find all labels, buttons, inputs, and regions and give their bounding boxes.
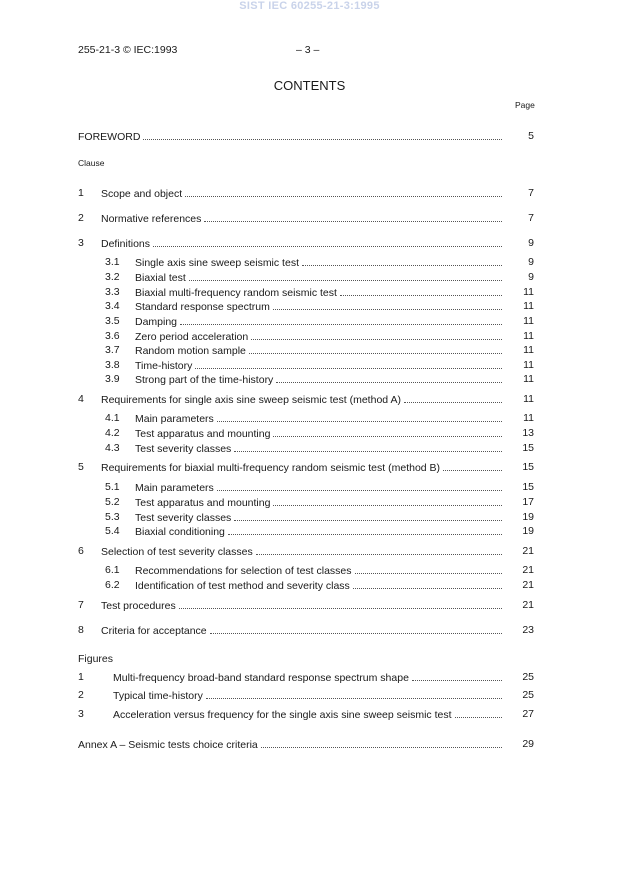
toc-entry-5-3-number: 5.3 [105, 511, 120, 523]
dot-leader [206, 689, 502, 699]
toc-entry-5-title: Requirements for biaxial multi-frequency random seismic test (method B) [101, 462, 441, 474]
toc-entry-4[interactable] [101, 393, 505, 407]
toc-entry-3-2-title: Biaxial test [135, 272, 186, 284]
dot-leader [179, 599, 502, 609]
dot-leader [302, 256, 502, 266]
toc-entry-6-page: 21 [522, 545, 534, 557]
toc-entry-8[interactable] [101, 624, 505, 638]
dot-leader [189, 271, 502, 281]
toc-entry-7[interactable] [101, 599, 505, 613]
toc-annex-a-title: Annex A – Seismic tests choice criteria [78, 739, 258, 751]
toc-entry-6-title: Selection of test severity classes [101, 546, 253, 558]
toc-entry-6-2-page: 21 [522, 579, 534, 591]
toc-entry-1-title: Scope and object [101, 188, 183, 200]
toc-entry-4-3-page: 15 [522, 442, 534, 454]
dot-leader [261, 738, 502, 748]
toc-entry-3-7-title: Random motion sample [135, 345, 246, 357]
toc-entry-5-1[interactable] [135, 481, 505, 495]
toc-figure-2-page: 25 [522, 689, 534, 701]
dot-leader [204, 212, 502, 222]
toc-entry-6-2[interactable] [135, 579, 505, 593]
toc-entry-4-2-number: 4.2 [105, 427, 120, 439]
toc-entry-3-5-number: 3.5 [105, 315, 120, 327]
toc-entry-3-9-number: 3.9 [105, 373, 120, 385]
dot-leader [217, 412, 502, 422]
toc-entry-4-number: 4 [78, 393, 84, 405]
toc-entry-3-7-number: 3.7 [105, 344, 120, 356]
toc-entry-3-8[interactable] [135, 359, 505, 373]
toc-entry-3-6[interactable] [135, 330, 505, 344]
toc-entry-3-3-title: Biaxial multi-frequency random seismic test [135, 287, 337, 299]
toc-figure-2-title: Typical time-history [113, 690, 203, 702]
dot-leader [355, 564, 502, 574]
toc-entry-3-1[interactable] [135, 256, 505, 270]
toc-entry-1-number: 1 [78, 187, 84, 199]
toc-entry-5[interactable] [101, 461, 505, 475]
toc-entry-8-title: Criteria for acceptance [101, 625, 207, 637]
toc-entry-3-6-title: Zero period acceleration [135, 331, 249, 343]
toc-entry-3-3-number: 3.3 [105, 286, 120, 298]
toc-entry-3-5-page: 11 [523, 315, 534, 327]
toc-entry-6-1-page: 21 [522, 564, 534, 576]
toc-entry-5-4-title: Biaxial conditioning [135, 526, 225, 538]
toc-figure-2-number: 2 [78, 689, 84, 701]
toc-entry-3-4-number: 3.4 [105, 300, 120, 312]
toc-entry-3-7-page: 11 [523, 344, 534, 356]
toc-entry-3-page: 9 [528, 237, 534, 249]
dot-leader [276, 373, 502, 383]
toc-entry-5-2[interactable] [135, 496, 505, 510]
toc-entry-3-1-title: Single axis sine sweep seismic test [135, 257, 299, 269]
toc-entry-3-8-page: 11 [523, 359, 534, 371]
clause-label: Clause [78, 158, 105, 168]
toc-entry-2[interactable] [101, 212, 505, 226]
toc-entry-4-3-title: Test severity classes [135, 443, 232, 455]
toc-annex-a-page: 29 [522, 738, 534, 750]
toc-entry-7-page: 21 [522, 599, 534, 611]
toc-entry-5-1-title: Main parameters [135, 482, 214, 494]
toc-entry-3-8-title: Time-history [135, 360, 193, 372]
toc-entry-1[interactable] [101, 187, 505, 201]
toc-entry-4-2[interactable] [135, 427, 505, 441]
toc-figure-1-page: 25 [522, 671, 534, 683]
toc-entry-4-2-page: 13 [522, 427, 534, 439]
toc-entry-3-3-page: 11 [523, 286, 534, 298]
dot-leader [412, 671, 502, 681]
dot-leader [234, 442, 502, 452]
toc-entry-3-8-number: 3.8 [105, 359, 120, 371]
dot-leader [143, 130, 502, 140]
toc-annex-a[interactable] [78, 738, 505, 752]
dot-leader [353, 579, 502, 589]
toc-entry-3-6-number: 3.6 [105, 330, 120, 342]
toc-entry-4-2-title: Test apparatus and mounting [135, 428, 271, 440]
figures-label: Figures [78, 653, 114, 665]
toc-entry-5-3-title: Test severity classes [135, 512, 232, 524]
toc-entry-3-2-page: 9 [528, 271, 534, 283]
toc-entry-5-4-number: 5.4 [105, 525, 120, 537]
toc-entry-6-number: 6 [78, 545, 84, 557]
dot-leader [217, 481, 502, 491]
page-column-label: Page [515, 100, 535, 110]
page-title: CONTENTS [273, 78, 346, 93]
toc-entry-5-2-page: 17 [522, 496, 534, 508]
toc-entry-2-title: Normative references [101, 213, 202, 225]
toc-entry-5-1-page: 15 [522, 481, 534, 493]
toc-entry-5-4[interactable] [135, 525, 505, 539]
dot-leader [251, 330, 502, 340]
toc-entry-3-9-page: 11 [523, 373, 534, 385]
toc-entry-3-7[interactable] [135, 344, 505, 358]
toc-figure-1-title: Multi-frequency broad-band standard response spectrum shape [113, 672, 409, 684]
toc-foreword-page: 5 [528, 130, 534, 142]
toc-figure-3-title: Acceleration versus frequency for the single axis sine sweep seismic test [113, 709, 452, 721]
toc-entry-3-4[interactable] [135, 300, 505, 314]
toc-entry-3-3[interactable] [135, 286, 505, 300]
toc-entry-5-3[interactable] [135, 511, 505, 525]
toc-entry-1-page: 7 [528, 187, 534, 199]
toc-entry-7-title: Test procedures [101, 600, 176, 612]
toc-entry-3-1-page: 9 [528, 256, 534, 268]
toc-entry-3-9-title: Strong part of the time-history [135, 374, 274, 386]
toc-figure-3-number: 3 [78, 708, 84, 720]
toc-entry-5-number: 5 [78, 461, 84, 473]
toc-entry-3-9[interactable] [135, 373, 505, 387]
toc-figure-1[interactable] [113, 671, 505, 685]
toc-entry-5-1-number: 5.1 [105, 481, 120, 493]
toc-foreword[interactable] [78, 130, 505, 144]
toc-entry-5-2-title: Test apparatus and mounting [135, 497, 271, 509]
toc-entry-7-number: 7 [78, 599, 84, 611]
dot-leader [273, 300, 502, 310]
toc-entry-6-1[interactable] [135, 564, 505, 578]
dot-leader [195, 359, 502, 369]
toc-entry-6-2-number: 6.2 [105, 579, 120, 591]
toc-entry-4-3[interactable] [135, 442, 505, 456]
toc-figure-3-page: 27 [522, 708, 534, 720]
toc-entry-5-2-number: 5.2 [105, 496, 120, 508]
toc-entry-3[interactable] [101, 237, 505, 251]
toc-entry-2-page: 7 [528, 212, 534, 224]
toc-entry-3-2-number: 3.2 [105, 271, 120, 283]
toc-entry-4-3-number: 4.3 [105, 442, 120, 454]
dot-leader [228, 525, 502, 535]
toc-entry-3-6-page: 11 [523, 330, 534, 342]
toc-entry-4-1[interactable] [135, 412, 505, 426]
dot-leader [256, 545, 502, 555]
toc-entry-3-4-title: Standard response spectrum [135, 301, 270, 313]
dot-leader [455, 708, 503, 718]
toc-figure-1-number: 1 [78, 671, 84, 683]
toc-figure-3[interactable] [113, 708, 505, 722]
toc-entry-3-1-number: 3.1 [105, 256, 120, 268]
toc-figure-2[interactable] [113, 689, 505, 703]
dot-leader [443, 461, 502, 471]
toc-entry-4-1-number: 4.1 [105, 412, 120, 424]
dot-leader [249, 344, 502, 354]
header-page-number: – 3 – [296, 44, 320, 56]
toc-entry-3-5[interactable] [135, 315, 505, 329]
toc-entry-6-2-title: Identification of test method and severity class [135, 580, 350, 592]
toc-entry-3-number: 3 [78, 237, 84, 249]
dot-leader [180, 315, 502, 325]
header-standard-id: 255-21-3 © IEC:1993 [78, 44, 178, 56]
toc-entry-4-page: 11 [523, 393, 534, 405]
toc-entry-5-page: 15 [522, 461, 534, 473]
toc-entry-5-4-page: 19 [522, 525, 534, 537]
toc-entry-4-1-page: 11 [523, 412, 534, 424]
toc-entry-4-title: Requirements for single axis sine sweep seismic test (method A) [101, 394, 401, 406]
toc-entry-8-number: 8 [78, 624, 84, 636]
toc-foreword-title: FOREWORD [78, 131, 141, 143]
dot-leader [340, 286, 502, 296]
dot-leader [273, 427, 502, 437]
toc-entry-3-5-title: Damping [135, 316, 178, 328]
toc-entry-3-2[interactable] [135, 271, 505, 285]
toc-entry-4-1-title: Main parameters [135, 413, 214, 425]
toc-entry-8-page: 23 [522, 624, 534, 636]
dot-leader [153, 237, 502, 247]
dot-leader [404, 393, 502, 403]
toc-entry-5-3-page: 19 [522, 511, 534, 523]
toc-entry-3-4-page: 11 [523, 300, 534, 312]
dot-leader [273, 496, 502, 506]
dot-leader [210, 624, 502, 634]
toc-entry-3-title: Definitions [101, 238, 151, 250]
dot-leader [185, 187, 502, 197]
toc-entry-6-1-number: 6.1 [105, 564, 120, 576]
watermark: SIST IEC 60255-21-3:1995 [239, 0, 380, 12]
toc-entry-2-number: 2 [78, 212, 84, 224]
toc-entry-6[interactable] [101, 545, 505, 559]
dot-leader [234, 511, 502, 521]
toc-entry-6-1-title: Recommendations for selection of test classes [135, 565, 352, 577]
